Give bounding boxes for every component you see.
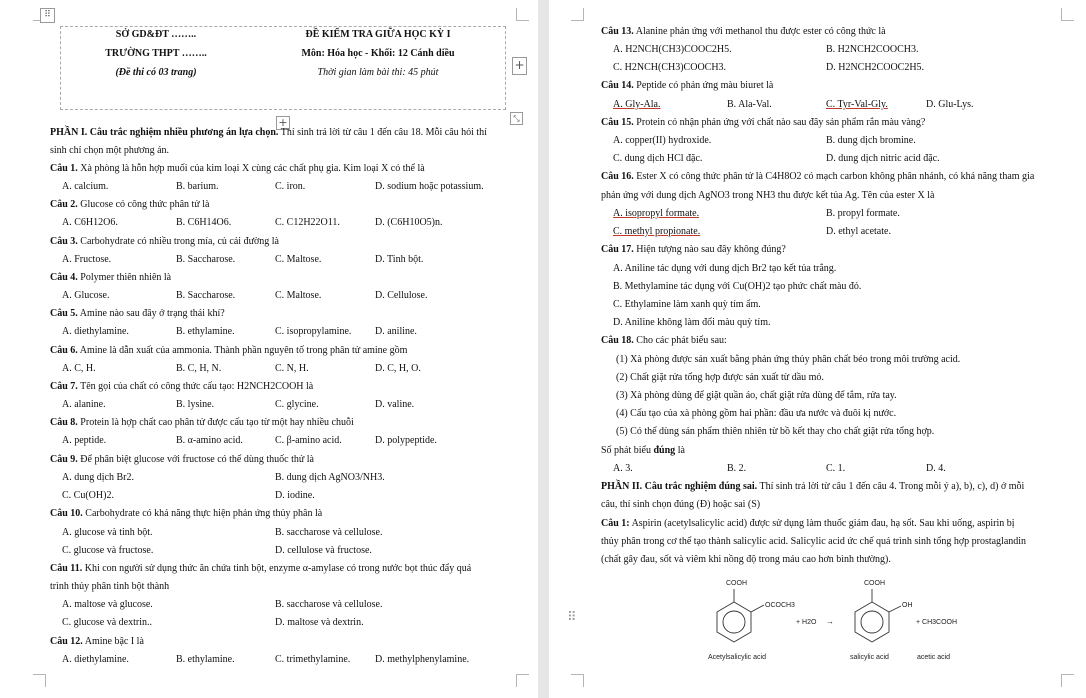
option-c: C. C12H22O11. [275, 217, 340, 228]
option-c: C. Ethylamine làm xanh quỳ tím ẩm. [613, 299, 761, 310]
option-d: D. valine. [375, 399, 415, 410]
add-row-button[interactable]: + [276, 116, 290, 130]
option-a: A. dung dịch Br2. [62, 472, 134, 483]
question-8: Câu 8. Protein là hợp chất cao phân tử được cấu tạo từ một hay nhiều chuỗi [50, 417, 354, 428]
oh-label: OH [902, 602, 913, 609]
option-c: C. β-amino acid. [275, 435, 342, 446]
statement: (2) Chất giặt rửa tổng hợp được sản xuất từ dầu mỏ. [616, 372, 824, 383]
margin-corner [33, 674, 46, 687]
option-c: C. trimethylamine. [275, 654, 351, 665]
option-d: D. Glu-Lys. [926, 99, 974, 110]
page-right [549, 0, 1086, 698]
option-c: C. glucose và dextrin.. [62, 617, 152, 628]
option-b: B. Ala-Val. [727, 99, 772, 110]
option-b: B. propyl formate. [826, 208, 900, 219]
ococh3-label: OCOCH3 [765, 602, 795, 609]
water-label: + H2O [796, 619, 817, 626]
option-d: D. ethyl acetate. [826, 226, 891, 237]
option-a: A. C6H12O6. [62, 217, 118, 228]
option-b: B. dung dịch bromine. [826, 135, 916, 146]
part2-heading-line2: câu, thí sinh chọn đúng (Đ) hoặc sai (S) [601, 499, 761, 510]
option-c: C. N, H. [275, 363, 309, 374]
option-a: A. maltose và glucose. [62, 599, 153, 610]
option-d: D. Aniline không làm đổi màu quỳ tím. [613, 317, 771, 328]
option-b: B. ethylamine. [176, 654, 235, 665]
option-a: A. diethylamine. [62, 326, 129, 337]
option-c: C. Maltose. [275, 254, 322, 265]
product-label: Acetylsalicylic acid [708, 654, 766, 661]
time-line: Thời gian làm bài thi: 45 phút [317, 67, 439, 78]
option-c: C. Tyr-Val-Gly. [826, 99, 888, 110]
option-d: D. aniline. [375, 326, 417, 337]
page-count-note: (Đề thi có 03 trang) [115, 67, 197, 78]
option-b: B. Saccharose. [176, 290, 236, 301]
option-c: C. glycine. [275, 399, 319, 410]
question-5: Câu 5. Amine nào sau đây ở trạng thái khí? [50, 308, 225, 319]
benzene-ring-icon [717, 589, 764, 642]
margin-corner [1061, 8, 1074, 21]
acetic-acid-formula: + CH3COOH [916, 619, 958, 626]
statement-count-prompt: Số phát biểu đúng là [601, 445, 685, 456]
option-b: B. C6H14O6. [176, 217, 232, 228]
option-c: C. Maltose. [275, 290, 322, 301]
question-12: Câu 12. Amine bậc I là [50, 636, 144, 647]
option-b: B. H2NCH2COOCH3. [826, 44, 919, 55]
question-9: Câu 9. Để phân biệt glucose với fructose có thể dùng thuốc thử là [50, 454, 314, 465]
statement: (4) Cấu tạo của xà phòng gồm hai phần: đầu ưa nước và đuôi kị nước. [616, 408, 897, 419]
option-c: C. methyl propionate. [613, 226, 701, 237]
question-14: Câu 14. Peptide có phản ứng màu biuret là [601, 80, 774, 91]
question-15: Câu 15. Protein có nhận phản ứng với chất nào sau đây sản phẩm rắn màu vàng? [601, 117, 926, 128]
option-d: D. cellulose và fructose. [275, 545, 372, 556]
option-b: B. 2. [727, 463, 747, 474]
option-d: D. Cellulose. [375, 290, 428, 301]
aspirin-hydrolysis-reaction [704, 574, 984, 666]
question-3: Câu 3. Carbohydrate có nhiều trong mía, củ cải đường là [50, 236, 279, 247]
benzene-ring-icon [855, 589, 901, 642]
option-d: D. dung dịch nitric acid đặc. [826, 153, 940, 164]
option-a: A. calcium. [62, 181, 109, 192]
margin-corner [1061, 674, 1074, 687]
question-17: Câu 17. Hiện tượng nào sau đây không đúng? [601, 244, 786, 255]
subject-line: Môn: Hóa học - Khối: 12 Cánh diều [301, 48, 455, 59]
option-d: D. 4. [926, 463, 946, 474]
option-a: A. copper(II) hydroxide. [613, 135, 712, 146]
option-a: A. diethylamine. [62, 654, 129, 665]
question-11-line2: trình thủy phân tinh bột thành [50, 581, 170, 592]
option-d: D. maltose và dextrin. [275, 617, 364, 628]
statement: (1) Xà phòng được sản xuất bằng phản ứng thủy phân chất béo trong môi trường acid. [616, 354, 961, 365]
option-c: C. isopropylamine. [275, 326, 352, 337]
table-move-handle[interactable]: ⠿ [40, 8, 55, 23]
option-b: B. Saccharose. [176, 254, 236, 265]
margin-corner [516, 674, 529, 687]
option-c: C. iron. [275, 181, 306, 192]
question-18: Câu 18. Cho các phát biểu sau: [601, 335, 727, 346]
question-10: Câu 10. Carbohydrate có khả năng thực hiện phản ứng thủy phân là [50, 508, 323, 519]
arrow-icon: → [826, 617, 834, 626]
option-c: C. 1. [826, 463, 846, 474]
part2-question-1-line2: thủy phân trong cơ thể tạo thành salicylic acid. Salicylic acid ức chế quá trình sinh tổng hợp prostaglandin [601, 536, 1027, 547]
question-2: Câu 2. Glucose có công thức phân tử là [50, 199, 210, 210]
statement: (3) Xà phòng dùng để giặt quần áo, chất giặt rửa dùng để tắm, rửa tay. [616, 390, 897, 401]
header-table [60, 26, 506, 110]
part2-question-1-line3: (chất gây đau, sốt và viêm khi nồng độ trong máu cao hơn bình thường). [601, 554, 891, 565]
option-b: B. C, H, N. [176, 363, 222, 374]
option-d: D. H2NCH2COOC2H5. [826, 62, 925, 73]
option-b: B. barium. [176, 181, 219, 192]
school-name: TRƯỜNG THPT …….. [105, 48, 207, 59]
option-d: D. sodium hoặc potassium. [375, 181, 484, 192]
option-c: C. H2NCH(CH3)COOCH3. [613, 62, 727, 73]
option-d: D. methylphenylamine. [375, 654, 470, 665]
dept-name: SỞ GD&ĐT …….. [115, 29, 197, 40]
option-b: B. lysine. [176, 399, 215, 410]
question-11: Câu 11. Khi con người sử dụng thức ăn chứa tinh bột, enzyme α-amylase có trong nước bọt thúc đẩy quá [50, 563, 472, 574]
option-d: D. C, H, O. [375, 363, 421, 374]
option-b: B. dung dịch AgNO3/NH3. [275, 472, 385, 483]
option-a: A. Fructose. [62, 254, 112, 265]
option-a: A. H2NCH(CH3)COOC2H5. [613, 44, 732, 55]
option-b: B. saccharose và cellulose. [275, 599, 383, 610]
margin-corner [516, 8, 529, 21]
drag-grip-icon[interactable]: ⠿ [567, 610, 577, 625]
option-a: A. isopropyl formate. [613, 208, 700, 219]
option-d: D. Tinh bột. [375, 254, 424, 265]
question-13: Câu 13. Alanine phản ứng với methanol thu được ester có công thức là [601, 26, 886, 37]
option-a: A. Glucose. [62, 290, 110, 301]
option-a: A. C, H. [62, 363, 96, 374]
add-column-button[interactable]: + [512, 57, 527, 75]
option-a: A. 3. [613, 463, 633, 474]
question-4: Câu 4. Polymer thiên nhiên là [50, 272, 172, 283]
product-label: salicylic acid [850, 654, 889, 661]
cooh-label: COOH [864, 580, 885, 587]
table-resize-handle[interactable]: ⤡ [510, 112, 523, 125]
cooh-label: COOH [726, 580, 747, 587]
part2-question-1: Câu 1: Aspirin (acetylsalicylic acid) được sử dụng làm thuốc giảm đau, hạ sốt. Sau khi uống, aspirin bị [601, 518, 1015, 529]
exam-title: ĐỀ KIỂM TRA GIỮA HỌC KỲ I [305, 29, 451, 40]
option-d: D. polypeptide. [375, 435, 437, 446]
option-d: D. (C6H10O5)n. [375, 217, 443, 228]
option-b: B. Methylamine tác dụng với Cu(OH)2 tạo phức chất màu đỏ. [613, 281, 862, 292]
question-7: Câu 7. Tên gọi của chất có công thức cấu tạo: H2NCH2COOH là [50, 381, 314, 392]
option-a: A. peptide. [62, 435, 107, 446]
statement: (5) Có thể dùng sản phẩm thiên nhiên từ bồ kết thay cho chất giặt rửa tổng hợp. [616, 426, 935, 437]
option-b: B. saccharose và cellulose. [275, 527, 383, 538]
question-16: Câu 16. Ester X có công thức phân tử là C4H8O2 có mạch carbon không phân nhánh, có khả năng tham gia [601, 171, 1035, 182]
question-6: Câu 6. Amine là dẫn xuất của ammonia. Thành phần nguyên tố trong phân tử amine gồm [50, 345, 408, 356]
option-a: A. alanine. [62, 399, 106, 410]
page-left [0, 0, 538, 698]
part1-heading: PHẦN I. Câu trắc nghiệm nhiều phương án lựa chọn. Thí sinh trả lời từ câu 1 đến câu 18. Mỗi câu hỏi thí [50, 127, 487, 138]
option-b: B. α-amino acid. [176, 435, 243, 446]
option-a: A. glucose và tinh bột. [62, 527, 153, 538]
margin-corner [571, 674, 584, 687]
option-a: A. Aniline tác dụng với dung dịch Br2 tạo kết tủa trắng. [613, 263, 837, 274]
question-16-line2: phản ứng với dung dịch AgNO3 trong NH3 thu được kết tủa Ag. Tên của ester X là [601, 190, 935, 201]
question-1: Câu 1. Xà phòng là hỗn hợp muối của kim loại X cùng các chất phụ gia. Kim loại X có thể là [50, 163, 425, 174]
part1-heading-line2: sinh chỉ chọn một phương án. [50, 145, 170, 156]
margin-corner [571, 8, 584, 21]
option-a: A. Gly-Ala. [613, 99, 661, 110]
option-b: B. ethylamine. [176, 326, 235, 337]
option-c: C. Cu(OH)2. [62, 490, 114, 501]
product-label: acetic acid [917, 654, 951, 661]
option-d: D. iodine. [275, 490, 315, 501]
option-c: C. dung dịch HCl đặc. [613, 153, 703, 164]
option-c: C. glucose và fructose. [62, 545, 154, 556]
part2-heading: PHẦN II. Câu trắc nghiệm đúng sai. Thí sinh trả lời từ câu 1 đến câu 4. Trong mỗi ý a), b), c), d) ở mỗi [601, 481, 1025, 492]
